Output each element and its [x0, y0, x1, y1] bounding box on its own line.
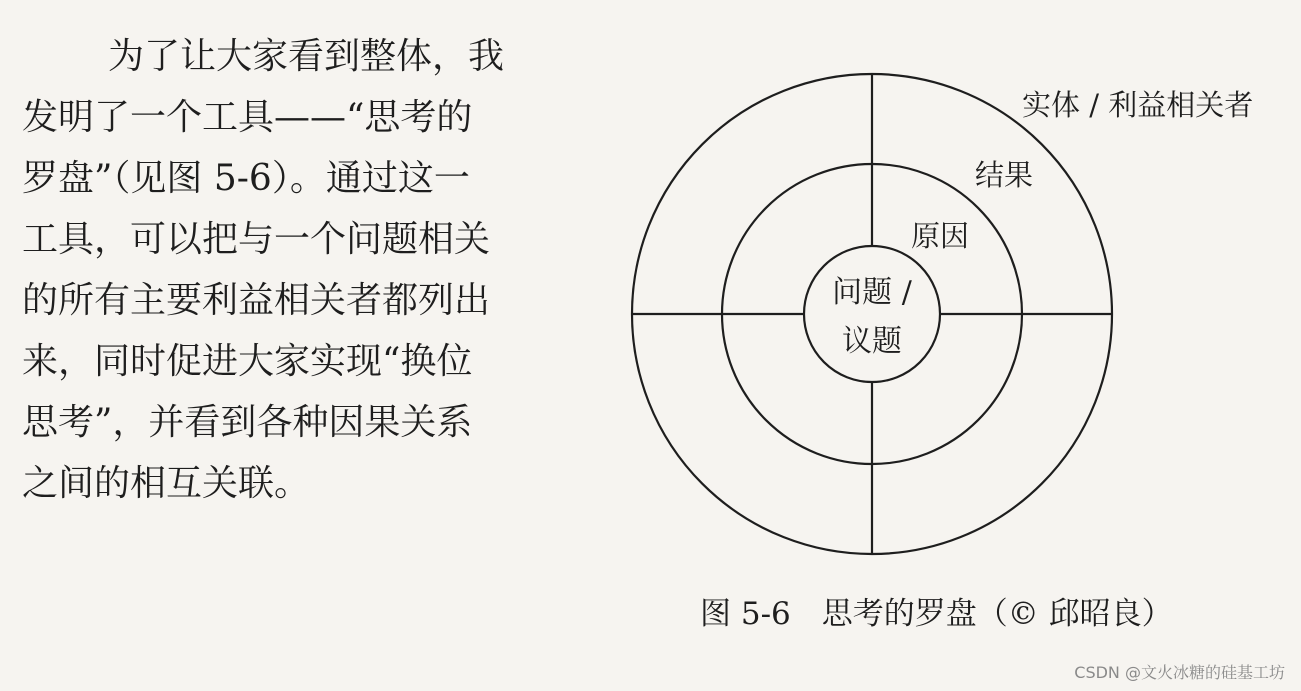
paragraph-line: 罗盘”（见图 5-6）。通过这一	[22, 158, 470, 199]
paragraph-line: 工具，可以把与一个问题相关	[22, 219, 491, 260]
paragraph-line: 发明了一个工具——“思考的	[22, 97, 473, 138]
figure-caption: 图 5-6 思考的罗盘（© 邱昭良）	[700, 596, 1173, 632]
paragraph-line: 之间的相互关联。	[22, 463, 311, 504]
center-circle	[804, 246, 940, 382]
middle-ring-label: 结果	[975, 158, 1034, 192]
paragraph-line: 思考”，并看到各种因果关系	[22, 402, 473, 443]
watermark: CSDN @文火冰糖的硅基工坊	[1074, 663, 1285, 682]
outer-ring-label: 实体 / 利益相关者	[1022, 88, 1254, 122]
center-label-line2: 议题	[842, 324, 902, 359]
inner-ring-label: 原因	[911, 219, 970, 253]
paragraph-line: 来，同时促进大家实现“换位	[22, 341, 473, 382]
paragraph-line: 的所有主要利益相关者都列出	[22, 280, 491, 321]
paragraph-line: 为了让大家看到整体，我	[108, 36, 505, 77]
center-label-line1: 问题 /	[832, 275, 912, 310]
